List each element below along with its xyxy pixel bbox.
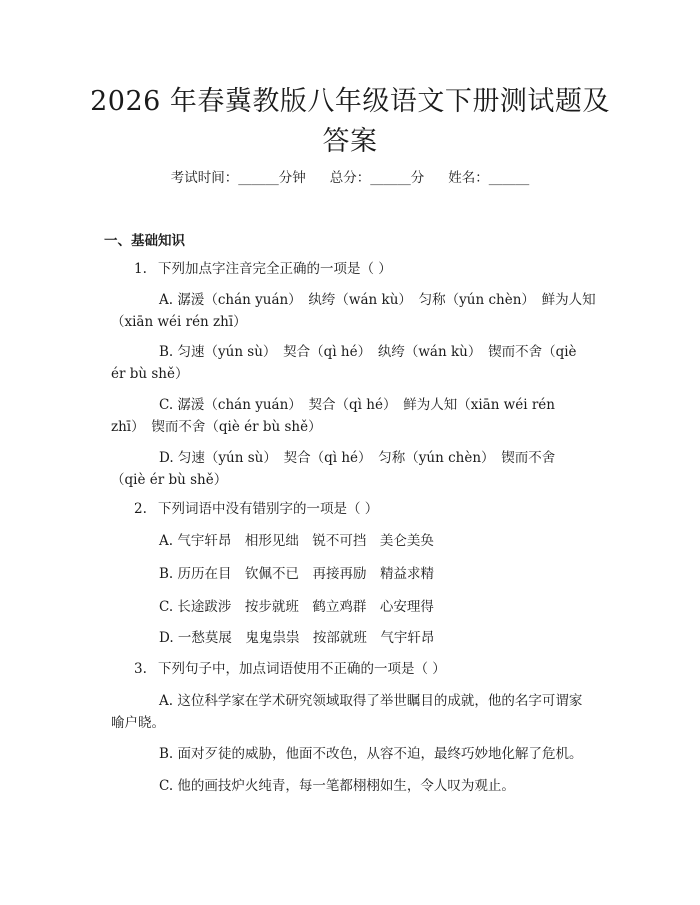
option-text: A. 潺湲（chán yuán） 纨绔（wán kù） 匀称（yún chèn） 鲜为人知: [159, 292, 596, 308]
question-3-option-b: B. 面对歹徒的威胁，他面不改色，从容不迫，最终巧妙地化解了危机。: [159, 746, 583, 762]
question-number: 3.: [134, 661, 147, 677]
question-2-option-d: D. 一愁莫展 鬼鬼祟祟 按部就班 气宇轩昂: [159, 630, 435, 646]
question-2-option-b: B. 历历在目 钦佩不已 再接再励 精益求精: [159, 566, 435, 582]
option-text-continued: （xiān wéi rén zhī）: [111, 314, 247, 330]
question-1-option-b: [111, 341, 601, 385]
question-stem: 下列加点字注音完全正确的一项是（ ）: [158, 261, 392, 277]
question-2-option-c: C. 长途跋涉 按步就班 鹤立鸡群 心安理得: [159, 599, 434, 615]
document-title: 2026 年春冀教版八年级语文下册测试题及答案: [90, 86, 610, 157]
option-text-continued: zhī） 锲而不舍（qiè ér bù shě）: [111, 419, 322, 435]
option-text: D. 匀速（yún sù） 契合（qì hé） 匀称（yún chèn） 锲而不舍: [159, 450, 556, 466]
question-3-option-c: C. 他的画技炉火纯青，每一笔都栩栩如生，令人叹为观止。: [159, 778, 515, 794]
question-1-option-a: [111, 289, 601, 333]
question-3-option-a: [111, 690, 601, 734]
question-1-option-c: [111, 394, 601, 438]
exam-total-score: 总分：______分: [329, 170, 425, 186]
exam-info-line: [0, 168, 700, 188]
option-text-continued: （qiè ér bù shě）: [111, 472, 228, 488]
option-text: B. 匀速（yún sù） 契合（qì hé） 纨绔（wán kù） 锲而不舍（qiè: [159, 344, 577, 360]
option-text: A. 这位科学家在学术研究领域取得了举世瞩目的成就，他的名字可谓家: [159, 693, 583, 709]
question-2: [134, 499, 378, 519]
question-number: 1.: [134, 261, 147, 277]
question-2-option-a: A. 气宇轩昂 相形见绌 锐不可挡 美仑美奂: [159, 533, 434, 549]
question-stem: 下列句子中，加点词语使用不正确的一项是（ ）: [158, 661, 446, 677]
question-stem: 下列词语中没有错别字的一项是（ ）: [158, 501, 379, 517]
section-heading: 一、基础知识: [104, 233, 185, 249]
question-1: [134, 259, 392, 279]
question-3: [134, 659, 446, 679]
option-text: C. 潺湲（chán yuán） 契合（qì hé） 鲜为人知（xiān wéi rén: [159, 397, 555, 413]
option-text-continued: 喻户晓。: [111, 715, 165, 731]
question-1-option-d: [111, 447, 601, 491]
option-text-continued: ér bù shě）: [111, 366, 189, 382]
exam-student-name: 姓名：______: [448, 170, 530, 186]
exam-time: 考试时间：______分钟: [170, 170, 306, 186]
question-number: 2.: [134, 501, 147, 517]
